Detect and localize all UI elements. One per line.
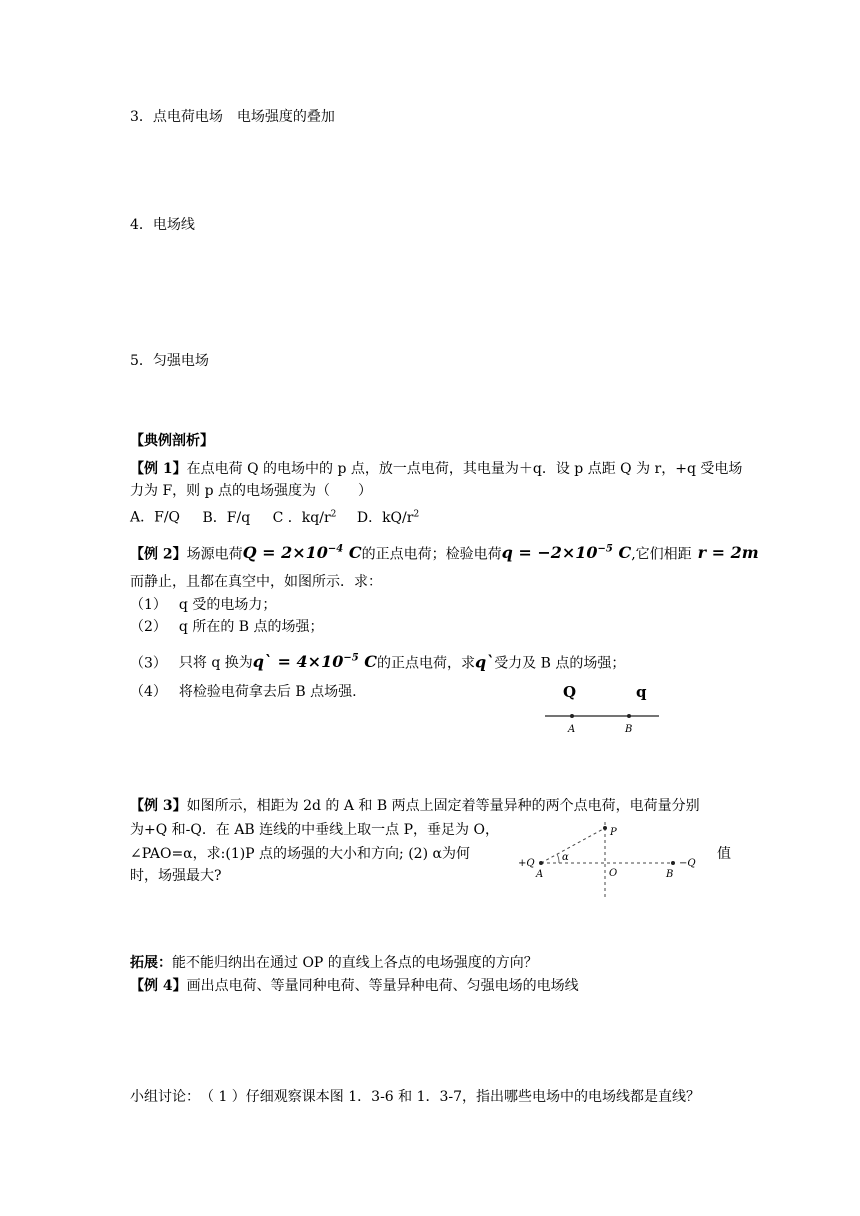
fig2-minusQ-label: −Q — [679, 858, 696, 869]
example-3-line-4: 时，场强最大? — [130, 868, 222, 884]
fig1-q-label: q — [636, 683, 647, 701]
fig2-B-label: B — [666, 869, 674, 880]
example-2-item-3: （3） 只将 q 换为q` = $4\times 10^{-5}$ C的正点电荷，求q`受力及 B 点的场强； — [130, 652, 626, 672]
example-1-options — [130, 504, 419, 528]
extension-tag: 拓展： — [130, 955, 172, 971]
group-discussion: 小组讨论： （ 1 ）仔细观察课本图 1．3-6 和 1．3-7，指出哪些电场中的电场线都是直线？ — [130, 1089, 701, 1105]
example-2-tag: 【例 2】 — [130, 546, 187, 563]
extension-line: 拓展：能不能归纳出在通过 OP 的直线上各点的电场强度的方向？ — [130, 955, 538, 971]
section-5-heading: 5．匀强电场 — [130, 353, 209, 369]
r-value: r = 2m — [697, 543, 759, 563]
fig1-point-A — [570, 714, 574, 718]
example-2-line-2: 而静止，且都在真空中，如图所示．求： — [130, 574, 382, 590]
fig1-A-label: A — [568, 724, 576, 735]
fig2-A-label: A — [536, 869, 544, 880]
section-4-heading: 4．电场线 — [130, 217, 195, 233]
fig2-point-B — [671, 861, 675, 865]
option-d: D．$kQ/r^2$ — [356, 509, 420, 526]
example-4-line: 【例 4】画出点电荷、等量同种电荷、等量异种电荷、匀强电场的电场线 — [130, 978, 579, 994]
fig2-plusQ-label: +Q — [518, 858, 535, 869]
option-a: A．F/Q — [130, 509, 181, 526]
example-1-line-1 — [130, 459, 742, 479]
fig2-AP-line — [541, 828, 605, 863]
example-1-text-2: 力为 F，则 p 点的电场强度为（ ） — [130, 483, 373, 499]
q-value: $q = -2\times 10^{-5}$ C — [501, 543, 632, 563]
example-3-line-2: 为+Q 和-Q．在 AB 连线的中垂线上取一点 P，垂足为 O， — [130, 822, 499, 838]
fig1-B-label: B — [625, 724, 633, 735]
example-1-text-1: 在点电荷 Q 的电场中的 p 点，放一点电荷，其电量为＋q．设 p 点距 Q 为 r，+q 受电场 — [186, 461, 743, 477]
examples-heading: 【典例剖析】 — [130, 433, 214, 449]
example-1-tag: 【例 1】 — [130, 461, 187, 477]
Q-value: $Q = 2\times 10^{-4}$ C — [242, 543, 362, 563]
fig2-point-P — [603, 826, 607, 830]
option-c: C ．$kq/r^2$ — [272, 509, 337, 526]
dipole-figure — [515, 818, 700, 903]
example-3-line-3-end: 值 — [717, 846, 731, 862]
fig1-Q-label: Q — [563, 683, 577, 701]
example-3-line-1: 【例 3】如图所示，相距为 2d 的 A 和 B 两点上固定着等量异种的两个点电荷，电荷量分别 — [130, 798, 700, 814]
fig2-alpha-label: α — [562, 852, 569, 863]
fig2-P-label: P — [610, 827, 617, 838]
option-b: B．F/q — [202, 509, 251, 526]
example-2-item-2: （2） q 所在的 B 点的场强； — [130, 619, 324, 635]
example-3-tag: 【例 3】 — [130, 798, 187, 814]
fig2-point-A — [539, 861, 543, 865]
example-4-tag: 【例 4】 — [130, 978, 187, 994]
q-prime-value: q` = $4\times 10^{-5}$ C — [252, 652, 377, 672]
charges-line-figure — [540, 682, 665, 738]
example-2-item-1: （1） q 受的电场力； — [130, 597, 277, 613]
fig2-O-label: O — [609, 868, 618, 879]
fig2-angle-arc — [557, 854, 559, 863]
example-3-line-3: ∠PAO=α，求:(1)P 点的场强的大小和方向; (2) α为何 — [130, 846, 470, 862]
example-2-line-1: 【例 2】场源电荷$Q = 2\times 10^{-4}$ C的正点电荷；检验电荷$q = -2\times 10^{-5}$ C,它们相距 r = 2m — [130, 543, 759, 563]
fig1-point-B — [627, 714, 631, 718]
section-3-heading: 3．点电荷电场 电场强度的叠加 — [130, 109, 335, 125]
example-2-item-4: （4） 将检验电荷拿去后 B 点场强. — [130, 684, 357, 700]
